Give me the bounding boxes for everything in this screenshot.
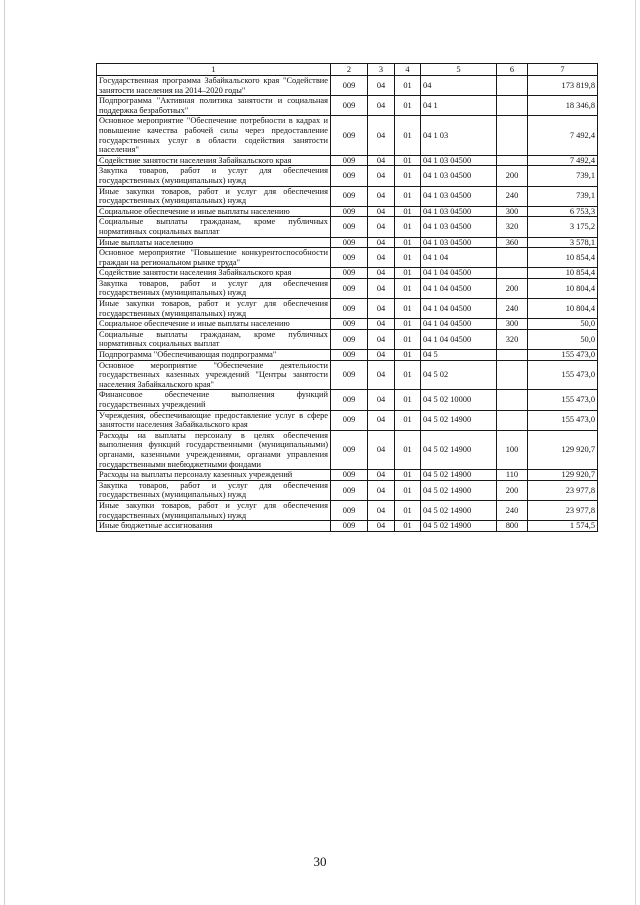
amount-cell: 10 804,4 (528, 299, 598, 319)
amount-cell: 155 473,0 (528, 350, 598, 361)
target-article-cell: 04 5 02 14900 (421, 470, 497, 481)
row-name-cell: Основное мероприятие "Повышение конкурентоспособности граждан на региональном рынке труда" (97, 248, 331, 268)
target-article-cell: 04 1 04 04500 (421, 268, 497, 279)
target-article-cell: 04 5 02 14900 (421, 500, 497, 520)
target-article-cell: 04 5 02 14900 (421, 480, 497, 500)
target-article-cell: 04 5 (421, 350, 497, 361)
section-code-cell: 04 (368, 430, 395, 469)
row-name-cell: Государственная программа Забайкальского края "Содействие занятости населения на 2014–2020 годы" (97, 76, 331, 96)
table-row (97, 76, 598, 96)
ministry-code-cell: 009 (331, 360, 368, 390)
subsection-code-cell: 01 (395, 500, 421, 520)
table-body (97, 76, 598, 532)
target-article-cell: 04 5 02 14900 (421, 430, 497, 469)
ministry-code-cell: 009 (331, 480, 368, 500)
table-row (97, 319, 598, 330)
table-row (97, 96, 598, 116)
table-row (97, 237, 598, 248)
expense-type-cell (497, 268, 528, 279)
subsection-code-cell: 01 (395, 96, 421, 116)
row-name-cell: Социальное обеспечение и иные выплаты населению (97, 319, 331, 330)
subsection-code-cell: 01 (395, 206, 421, 217)
target-article-cell: 04 1 04 04500 (421, 299, 497, 319)
amount-cell: 18 346,8 (528, 96, 598, 116)
table-row (97, 206, 598, 217)
section-code-cell: 04 (368, 410, 395, 430)
expense-type-cell: 200 (497, 278, 528, 298)
subsection-code-cell: 01 (395, 217, 421, 237)
expense-type-cell: 320 (497, 329, 528, 349)
subsection-code-cell: 01 (395, 410, 421, 430)
amount-cell: 3 175,2 (528, 217, 598, 237)
ministry-code-cell: 009 (331, 390, 368, 410)
table-row (97, 480, 598, 500)
budget-table (96, 63, 598, 532)
table-row (97, 248, 598, 268)
section-code-cell: 04 (368, 480, 395, 500)
amount-cell: 23 977,8 (528, 480, 598, 500)
expense-type-cell: 240 (497, 299, 528, 319)
table-row (97, 521, 598, 532)
table-row (97, 278, 598, 298)
expense-type-cell (497, 155, 528, 166)
subsection-code-cell: 01 (395, 76, 421, 96)
ministry-code-cell: 009 (331, 217, 368, 237)
section-code-cell: 04 (368, 248, 395, 268)
amount-cell: 6 753,3 (528, 206, 598, 217)
table-row (97, 329, 598, 349)
row-name-cell: Иные закупки товаров, работ и услуг для обеспечения государственных (муниципальных) нужд (97, 299, 331, 319)
subsection-code-cell: 01 (395, 470, 421, 481)
column-header: 7 (528, 64, 598, 76)
row-name-cell: Учреждения, обеспечивающие предоставление услуг в сфере занятости населения Забайкальского края (97, 410, 331, 430)
target-article-cell: 04 1 03 04500 (421, 206, 497, 217)
amount-cell: 3 578,1 (528, 237, 598, 248)
section-code-cell: 04 (368, 500, 395, 520)
table-row (97, 500, 598, 520)
ministry-code-cell: 009 (331, 470, 368, 481)
table-row (97, 410, 598, 430)
subsection-code-cell: 01 (395, 390, 421, 410)
subsection-code-cell: 01 (395, 299, 421, 319)
amount-cell: 10 854,4 (528, 268, 598, 279)
ministry-code-cell: 009 (331, 237, 368, 248)
amount-cell: 155 473,0 (528, 390, 598, 410)
target-article-cell: 04 1 03 04500 (421, 155, 497, 166)
ministry-code-cell: 009 (331, 329, 368, 349)
expense-type-cell: 200 (497, 166, 528, 186)
subsection-code-cell: 01 (395, 360, 421, 390)
table-row (97, 166, 598, 186)
ministry-code-cell: 009 (331, 76, 368, 96)
row-name-cell: Основное мероприятие "Обеспечение деятельности государственных казенных учреждений "Центры занятости населения Забайкальского края" (97, 360, 331, 390)
row-name-cell: Расходы на выплаты персоналу в целях обеспечения выполнения функций государственными (муниципальными) органами, казенными учреждениями, органами управления государственными внебюджетными фондами (97, 430, 331, 469)
target-article-cell: 04 1 04 04500 (421, 278, 497, 298)
row-name-cell: Иные бюджетные ассигнования (97, 521, 331, 532)
column-header: 4 (395, 64, 421, 76)
table-row (97, 268, 598, 279)
row-name-cell: Иные выплаты населению (97, 237, 331, 248)
ministry-code-cell: 009 (331, 350, 368, 361)
ministry-code-cell: 009 (331, 319, 368, 330)
amount-cell: 155 473,0 (528, 360, 598, 390)
expense-type-cell: 320 (497, 217, 528, 237)
ministry-code-cell: 009 (331, 248, 368, 268)
subsection-code-cell: 01 (395, 116, 421, 155)
section-code-cell: 04 (368, 96, 395, 116)
ministry-code-cell: 009 (331, 299, 368, 319)
row-name-cell: Финансовое обеспечение выполнения функций государственных учреждений (97, 390, 331, 410)
ministry-code-cell: 009 (331, 96, 368, 116)
subsection-code-cell: 01 (395, 248, 421, 268)
table-row (97, 360, 598, 390)
amount-cell: 23 977,8 (528, 500, 598, 520)
expense-type-cell (497, 360, 528, 390)
subsection-code-cell: 01 (395, 155, 421, 166)
row-name-cell: Расходы на выплаты персоналу казенных учреждений (97, 470, 331, 481)
subsection-code-cell: 01 (395, 430, 421, 469)
row-name-cell: Подпрограмма "Активная политика занятости и социальная поддержка безработных" (97, 96, 331, 116)
section-code-cell: 04 (368, 116, 395, 155)
section-code-cell: 04 (368, 329, 395, 349)
expense-type-cell (497, 248, 528, 268)
scan-edge-left (4, 0, 5, 905)
row-name-cell: Иные закупки товаров, работ и услуг для обеспечения государственных (муниципальных) нужд (97, 186, 331, 206)
table-header-row (97, 64, 598, 76)
target-article-cell: 04 (421, 76, 497, 96)
subsection-code-cell: 01 (395, 521, 421, 532)
row-name-cell: Иные закупки товаров, работ и услуг для обеспечения государственных (муниципальных) нужд (97, 500, 331, 520)
amount-cell: 7 492,4 (528, 116, 598, 155)
target-article-cell: 04 1 03 04500 (421, 237, 497, 248)
ministry-code-cell: 009 (331, 410, 368, 430)
amount-cell: 739,1 (528, 186, 598, 206)
table-row (97, 470, 598, 481)
ministry-code-cell: 009 (331, 116, 368, 155)
expense-type-cell: 800 (497, 521, 528, 532)
section-code-cell: 04 (368, 350, 395, 361)
row-name-cell: Социальные выплаты гражданам, кроме публичных нормативных социальных выплат (97, 329, 331, 349)
expense-type-cell (497, 76, 528, 96)
ministry-code-cell: 009 (331, 166, 368, 186)
expense-type-cell (497, 96, 528, 116)
expense-type-cell: 100 (497, 430, 528, 469)
column-header: 3 (368, 64, 395, 76)
subsection-code-cell: 01 (395, 166, 421, 186)
ministry-code-cell: 009 (331, 500, 368, 520)
subsection-code-cell: 01 (395, 278, 421, 298)
ministry-code-cell: 009 (331, 278, 368, 298)
subsection-code-cell: 01 (395, 480, 421, 500)
amount-cell: 739,1 (528, 166, 598, 186)
target-article-cell: 04 5 02 14900 (421, 521, 497, 532)
subsection-code-cell: 01 (395, 350, 421, 361)
amount-cell: 10 854,4 (528, 248, 598, 268)
section-code-cell: 04 (368, 268, 395, 279)
row-name-cell: Закупка товаров, работ и услуг для обеспечения государственных (муниципальных) нужд (97, 278, 331, 298)
row-name-cell: Подпрограмма "Обеспечивающая подпрограмма" (97, 350, 331, 361)
row-name-cell: Закупка товаров, работ и услуг для обеспечения государственных (муниципальных) нужд (97, 480, 331, 500)
table-row (97, 186, 598, 206)
section-code-cell: 04 (368, 278, 395, 298)
target-article-cell: 04 1 03 04500 (421, 217, 497, 237)
section-code-cell: 04 (368, 360, 395, 390)
expense-type-cell: 200 (497, 480, 528, 500)
amount-cell: 129 920,7 (528, 470, 598, 481)
table-row (97, 116, 598, 155)
expense-type-cell: 240 (497, 500, 528, 520)
row-name-cell: Социальные выплаты гражданам, кроме публичных нормативных социальных выплат (97, 217, 331, 237)
expense-type-cell: 110 (497, 470, 528, 481)
target-article-cell: 04 5 02 14900 (421, 410, 497, 430)
expense-type-cell (497, 390, 528, 410)
ministry-code-cell: 009 (331, 521, 368, 532)
column-header: 6 (497, 64, 528, 76)
expense-type-cell: 300 (497, 206, 528, 217)
column-header: 5 (421, 64, 497, 76)
target-article-cell: 04 5 02 10000 (421, 390, 497, 410)
ministry-code-cell: 009 (331, 186, 368, 206)
subsection-code-cell: 01 (395, 319, 421, 330)
column-header: 2 (331, 64, 368, 76)
expense-type-cell: 300 (497, 319, 528, 330)
expense-type-cell (497, 350, 528, 361)
ministry-code-cell: 009 (331, 206, 368, 217)
expense-type-cell (497, 116, 528, 155)
target-article-cell: 04 1 03 04500 (421, 186, 497, 206)
target-article-cell: 04 1 03 04500 (421, 166, 497, 186)
column-header: 1 (97, 64, 331, 76)
ministry-code-cell: 009 (331, 268, 368, 279)
amount-cell: 10 804,4 (528, 278, 598, 298)
amount-cell: 50,0 (528, 319, 598, 330)
section-code-cell: 04 (368, 206, 395, 217)
page-number: 30 (313, 854, 327, 869)
ministry-code-cell: 009 (331, 430, 368, 469)
target-article-cell: 04 1 04 04500 (421, 329, 497, 349)
scan-edge-right (635, 0, 636, 905)
row-name-cell: Социальное обеспечение и иные выплаты населению (97, 206, 331, 217)
amount-cell: 129 920,7 (528, 430, 598, 469)
section-code-cell: 04 (368, 390, 395, 410)
subsection-code-cell: 01 (395, 329, 421, 349)
expense-type-cell (497, 410, 528, 430)
subsection-code-cell: 01 (395, 186, 421, 206)
expense-type-cell: 240 (497, 186, 528, 206)
row-name-cell: Основное мероприятие "Обеспечение потребности в кадрах и повышение качества рабочей силы через предоставление государственных услуг в области содействия занятости населения" (97, 116, 331, 155)
amount-cell: 50,0 (528, 329, 598, 349)
expense-type-cell: 360 (497, 237, 528, 248)
section-code-cell: 04 (368, 217, 395, 237)
table-row (97, 390, 598, 410)
section-code-cell: 04 (368, 76, 395, 96)
section-code-cell: 04 (368, 521, 395, 532)
target-article-cell: 04 5 02 (421, 360, 497, 390)
subsection-code-cell: 01 (395, 268, 421, 279)
section-code-cell: 04 (368, 470, 395, 481)
target-article-cell: 04 1 04 (421, 248, 497, 268)
row-name-cell: Содействие занятости населения Забайкальского края (97, 268, 331, 279)
row-name-cell: Закупка товаров, работ и услуг для обеспечения государственных (муниципальных) нужд (97, 166, 331, 186)
target-article-cell: 04 1 03 (421, 116, 497, 155)
section-code-cell: 04 (368, 319, 395, 330)
amount-cell: 1 574,5 (528, 521, 598, 532)
table-row (97, 299, 598, 319)
section-code-cell: 04 (368, 186, 395, 206)
amount-cell: 155 473,0 (528, 410, 598, 430)
target-article-cell: 04 1 04 04500 (421, 319, 497, 330)
ministry-code-cell: 009 (331, 155, 368, 166)
table-row (97, 155, 598, 166)
amount-cell: 173 819,8 (528, 76, 598, 96)
target-article-cell: 04 1 (421, 96, 497, 116)
table-row (97, 430, 598, 469)
section-code-cell: 04 (368, 166, 395, 186)
table-row (97, 350, 598, 361)
section-code-cell: 04 (368, 237, 395, 248)
row-name-cell: Содействие занятости населения Забайкальского края (97, 155, 331, 166)
subsection-code-cell: 01 (395, 237, 421, 248)
amount-cell: 7 492,4 (528, 155, 598, 166)
section-code-cell: 04 (368, 299, 395, 319)
section-code-cell: 04 (368, 155, 395, 166)
table-row (97, 217, 598, 237)
